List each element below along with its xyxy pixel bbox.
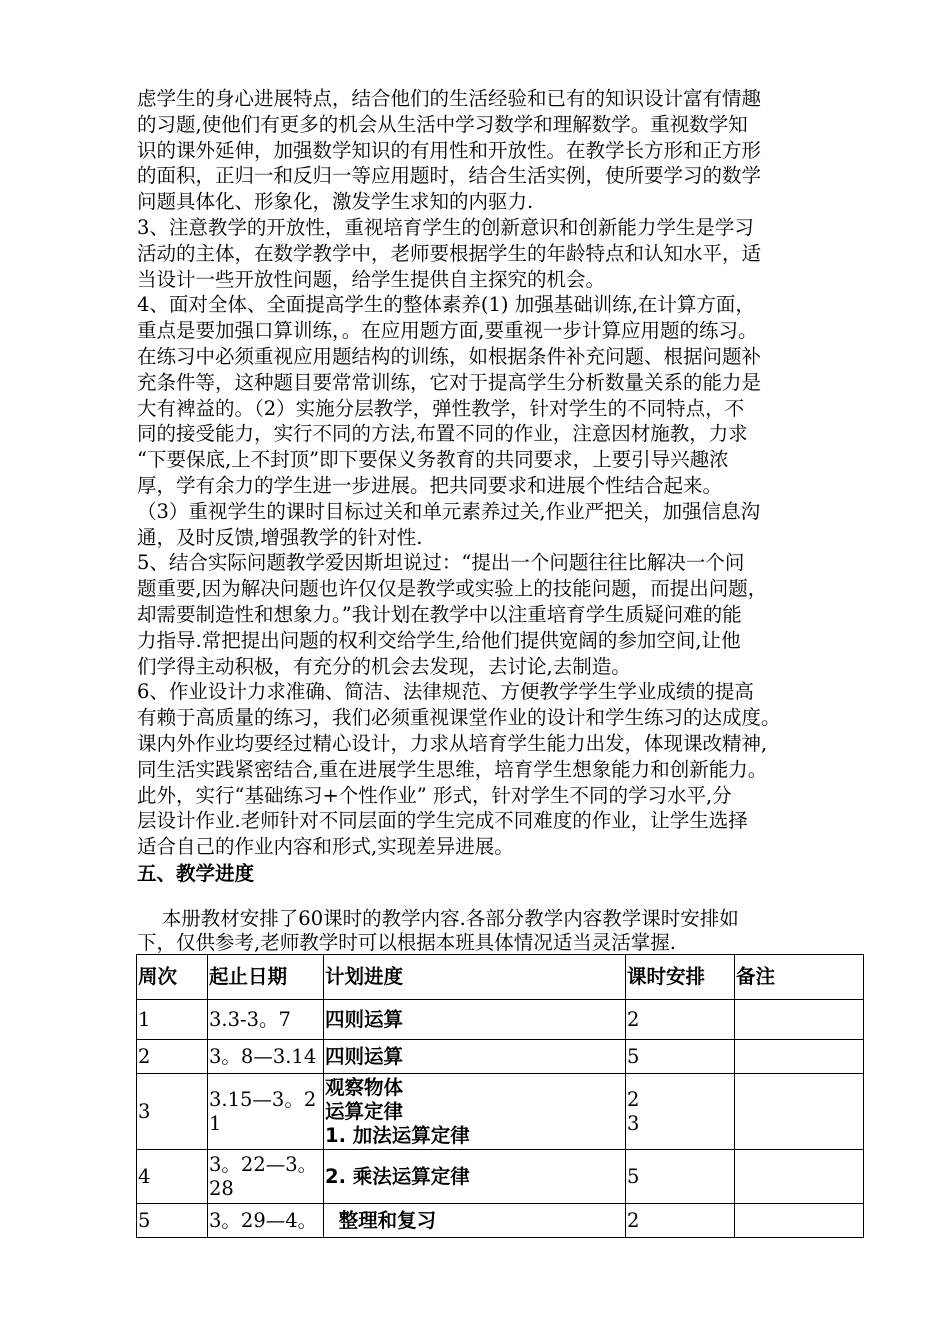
cell-dates bbox=[208, 1150, 324, 1204]
cell-note bbox=[735, 1040, 864, 1074]
text-line: 大有裨益的。（2）实施分层教学，弹性教学，针对学生的不同特点，不 bbox=[137, 396, 745, 420]
text-line: 重点是要加强口算训练，。在应用题方面,要重视一步计算应用题的练习。 bbox=[137, 319, 758, 343]
cell-plan: 四则运算 bbox=[324, 1040, 626, 1074]
section-heading: 五、教学进度 bbox=[137, 862, 255, 885]
intro-line: 本册教材安排了60课时的教学内容.各部分教学内容教学课时安排如 bbox=[137, 907, 739, 930]
text-line: （3）重视学生的课时目标过关和单元素养过关,作业严把关，加强信息沟 bbox=[137, 499, 761, 523]
cell-note bbox=[735, 1000, 864, 1040]
cell-week: 4 bbox=[137, 1150, 208, 1204]
text-line: 的习题,使他们有更多的机会从生活中学习数学和理解数学。重视数学知 bbox=[137, 112, 748, 136]
table-row bbox=[137, 1040, 864, 1074]
text-line: 课内外作业均要经过精心设计，力求从培育学生能力出发，体现课改精神, bbox=[137, 731, 768, 755]
cell-plan bbox=[324, 1074, 626, 1150]
cell-hours: 2 bbox=[626, 1000, 735, 1040]
text-line: 在练习中必须重视应用题结构的训练，如根据条件补充问题、根据问题补 bbox=[137, 344, 762, 368]
schedule-table bbox=[136, 954, 864, 1238]
text-line: 6、作业设计力求准确、简洁、法律规范、方便教学学生学业成绩的提高 bbox=[137, 680, 754, 704]
text-line: 当设计一些开放性问题，给学生提供自主探究的机会。 bbox=[137, 267, 606, 291]
text-line: 5、结合实际问题教学爱因斯坦说过：“提出一个问题往往比解决一个问 bbox=[137, 551, 745, 575]
text-line: 3、注意教学的开放性，重视培育学生的创新意识和创新能力学生是学习 bbox=[137, 215, 754, 239]
cell-dates-line: 1 bbox=[209, 1111, 222, 1135]
text-line: 们学得主动积极，有充分的机会去发现，去讨论,去制造。 bbox=[137, 654, 631, 678]
cell-week: 1 bbox=[137, 1000, 208, 1040]
cell-week: 2 bbox=[137, 1040, 208, 1074]
cell-plan-line: 1. 加法运算定律 bbox=[325, 1123, 470, 1147]
cell-dates-line: 28 bbox=[209, 1176, 234, 1200]
text-line: 同生活实践紧密结合,重在进展学生思维，培育学生想象能力和创新能力。 bbox=[137, 757, 768, 781]
cell-plan-line: 运算定律 bbox=[325, 1099, 404, 1123]
header-week: 周次 bbox=[137, 955, 208, 1000]
text-line: 活动的主体，在数学教学中，老师要根据学生的年龄特点和认知水平，适 bbox=[137, 241, 762, 265]
cell-hours bbox=[626, 1074, 735, 1150]
cell-hours-line: 2 bbox=[627, 1087, 640, 1111]
header-hours: 课时安排 bbox=[626, 955, 735, 1000]
text-line: 厚，学有余力的学生进一步进展。把共同要求和进展个性结合起来。 bbox=[137, 473, 723, 497]
text-line: 题重要,因为解决问题也许仅仅是教学或实验上的技能问题，而提出问题， bbox=[137, 577, 768, 601]
table-row bbox=[137, 1074, 864, 1150]
cell-hours-line: 3 bbox=[627, 1111, 640, 1135]
body-paragraphs bbox=[137, 86, 857, 860]
table-row bbox=[137, 1204, 864, 1238]
text-line: 4、面对全体、全面提高学生的整体素养(1) 加强基础训练,在计算方面， bbox=[137, 293, 755, 317]
text-line: 通，及时反馈,增强教学的针对性. bbox=[137, 525, 423, 549]
text-line: 充条件等，这种题目要常常训练，它对于提高学生分析数量关系的能力是 bbox=[137, 370, 762, 394]
intro-paragraph bbox=[137, 907, 857, 955]
cell-dates bbox=[208, 1074, 324, 1150]
cell-plan: 整理和复习 bbox=[324, 1204, 626, 1238]
cell-plan-line: 观察物体 bbox=[325, 1075, 404, 1099]
cell-note bbox=[735, 1074, 864, 1150]
text-line: 有赖于高质量的练习，我们必须重视课堂作业的设计和学生练习的达成度。 bbox=[137, 706, 781, 730]
cell-dates: 3。29—4。 bbox=[208, 1204, 324, 1238]
cell-week: 3 bbox=[137, 1074, 208, 1150]
cell-week: 5 bbox=[137, 1204, 208, 1238]
table-row bbox=[137, 1000, 864, 1040]
text-line: 适合自己的作业内容和形式,实现差异进展。 bbox=[137, 835, 514, 859]
text-line: 问题具体化、形象化，激发学生求知的内驱力. bbox=[137, 190, 534, 214]
text-line: 的面积，正归一和反归一等应用题时，结合生活实例，使所要学习的数学 bbox=[137, 164, 762, 188]
cell-dates: 3.3-3。7 bbox=[208, 1000, 324, 1040]
table-row bbox=[137, 1150, 864, 1204]
text-line: 却需要制造性和想象力。”我计划在教学中以注重培育学生质疑问难的能 bbox=[137, 602, 742, 626]
text-line: 力指导.常把提出问题的权利交给学生,给他们提供宽阔的参加空间,让他 bbox=[137, 628, 741, 652]
cell-plan: 2. 乘法运算定律 bbox=[324, 1150, 626, 1204]
cell-note bbox=[735, 1150, 864, 1204]
intro-line: 下，仅供参考,老师教学时可以根据本班具体情况适当灵活掌握. bbox=[137, 931, 676, 954]
cell-dates-line: 3。22—3。 bbox=[209, 1152, 318, 1176]
cell-hours: 5 bbox=[626, 1150, 735, 1204]
text-line: 虑学生的身心进展特点，结合他们的生活经验和已有的知识设计富有情趣 bbox=[137, 87, 762, 110]
header-dates: 起止日期 bbox=[208, 955, 324, 1000]
header-note: 备注 bbox=[735, 955, 864, 1000]
cell-dates: 3。8—3.14 bbox=[208, 1040, 324, 1074]
cell-hours: 2 bbox=[626, 1204, 735, 1238]
text-line: 识的课外延伸，加强数学知识的有用性和开放性。在教学长方形和正方形 bbox=[137, 138, 762, 162]
cell-note bbox=[735, 1204, 864, 1238]
text-line: 此外，实行“基础练习+个性作业” 形式，针对学生不同的学习水平,分 bbox=[137, 783, 732, 807]
cell-plan: 四则运算 bbox=[324, 1000, 626, 1040]
header-plan: 计划进度 bbox=[324, 955, 626, 1000]
text-line: 同的接受能力，实行不同的方法,布置不同的作业，注意因材施教，力求 bbox=[137, 422, 748, 446]
text-line: “下要保底,上不封顶”即下要保义务教育的共同要求，上要引导兴趣浓 bbox=[137, 448, 729, 472]
cell-hours: 5 bbox=[626, 1040, 735, 1074]
table-header-row bbox=[137, 955, 864, 1000]
cell-dates-line: 3.15—3。2 bbox=[209, 1087, 317, 1111]
text-line: 层设计作业.老师针对不同层面的学生完成不同难度的作业，让学生选择 bbox=[137, 809, 748, 833]
